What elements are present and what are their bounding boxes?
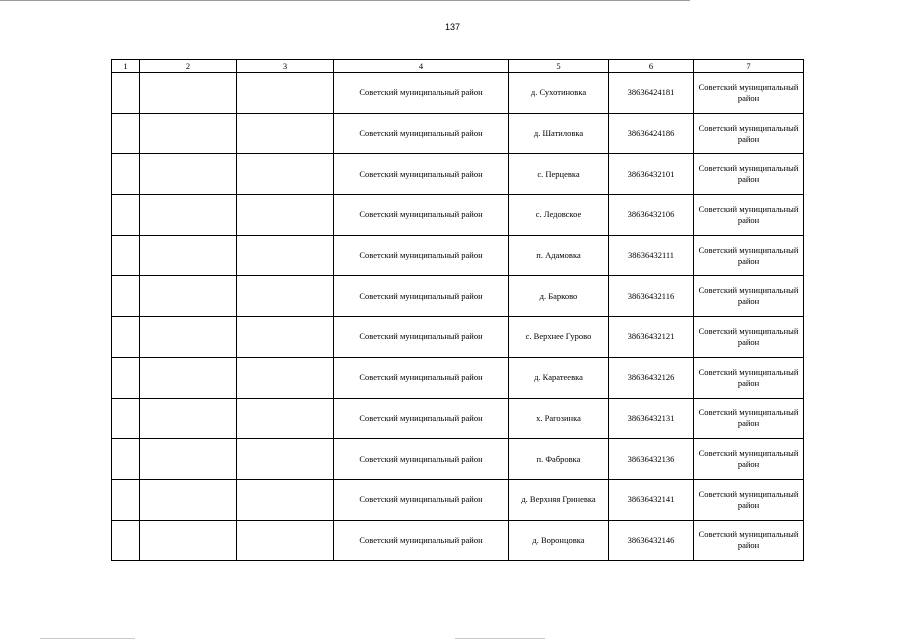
cell-settlement: х. Рагозинка xyxy=(509,398,609,439)
cell-municipality: Советский муниципальный район xyxy=(694,276,804,317)
cell-number xyxy=(112,276,140,317)
cell-district: Советский муниципальный район xyxy=(334,113,509,154)
cell-number xyxy=(112,235,140,276)
cell-oktmo-code: 38636432101 xyxy=(609,154,694,195)
cell-municipality: Советский муниципальный район xyxy=(694,398,804,439)
table-row xyxy=(112,520,804,561)
cell-oktmo-code: 38636424186 xyxy=(609,113,694,154)
cell-municipality: Советский муниципальный район xyxy=(694,195,804,236)
table-row xyxy=(112,276,804,317)
cell-col2 xyxy=(140,235,237,276)
cell-settlement: д. Верхняя Гриневка xyxy=(509,479,609,520)
column-header-1: 1 xyxy=(112,60,140,73)
table-row xyxy=(112,317,804,358)
cell-settlement: д. Каратеевка xyxy=(509,357,609,398)
page-number: 137 xyxy=(444,22,461,32)
cell-number xyxy=(112,357,140,398)
cell-oktmo-code: 38636432136 xyxy=(609,439,694,480)
cell-col2 xyxy=(140,195,237,236)
scan-mark-left xyxy=(40,638,135,639)
cell-settlement: д. Шатиловка xyxy=(509,113,609,154)
cell-district: Советский муниципальный район xyxy=(334,520,509,561)
column-header-5: 5 xyxy=(509,60,609,73)
cell-col3 xyxy=(237,276,334,317)
column-header-6: 6 xyxy=(609,60,694,73)
cell-col3 xyxy=(237,195,334,236)
cell-district: Советский муниципальный район xyxy=(334,195,509,236)
cell-col3 xyxy=(237,235,334,276)
cell-settlement: п. Адамовка xyxy=(509,235,609,276)
cell-municipality: Советский муниципальный район xyxy=(694,479,804,520)
cell-number xyxy=(112,154,140,195)
column-header-7: 7 xyxy=(694,60,804,73)
cell-settlement: д. Воронцовка xyxy=(509,520,609,561)
cell-col2 xyxy=(140,479,237,520)
top-rule xyxy=(0,0,690,1)
cell-col3 xyxy=(237,317,334,358)
cell-municipality: Советский муниципальный район xyxy=(694,520,804,561)
cell-number xyxy=(112,520,140,561)
cell-municipality: Советский муниципальный район xyxy=(694,154,804,195)
cell-col2 xyxy=(140,357,237,398)
cell-oktmo-code: 38636432146 xyxy=(609,520,694,561)
cell-municipality: Советский муниципальный район xyxy=(694,439,804,480)
table-row xyxy=(112,357,804,398)
cell-district: Советский муниципальный район xyxy=(334,154,509,195)
cell-district: Советский муниципальный район xyxy=(334,398,509,439)
cell-settlement: п. Фабровка xyxy=(509,439,609,480)
table-body xyxy=(112,73,804,561)
cell-oktmo-code: 38636432106 xyxy=(609,195,694,236)
cell-district: Советский муниципальный район xyxy=(334,235,509,276)
cell-col2 xyxy=(140,520,237,561)
cell-settlement: с. Ледовское xyxy=(509,195,609,236)
cell-district: Советский муниципальный район xyxy=(334,479,509,520)
table-row xyxy=(112,154,804,195)
cell-number xyxy=(112,398,140,439)
cell-oktmo-code: 38636432131 xyxy=(609,398,694,439)
column-header-2: 2 xyxy=(140,60,237,73)
cell-municipality: Советский муниципальный район xyxy=(694,317,804,358)
cell-col3 xyxy=(237,439,334,480)
cell-settlement: с. Перцевка xyxy=(509,154,609,195)
cell-number xyxy=(112,195,140,236)
table-row xyxy=(112,73,804,114)
column-header-3: 3 xyxy=(237,60,334,73)
scan-mark-center xyxy=(455,638,545,639)
cell-district: Советский муниципальный район xyxy=(334,357,509,398)
cell-district: Советский муниципальный район xyxy=(334,73,509,114)
cell-col2 xyxy=(140,73,237,114)
cell-municipality: Советский муниципальный район xyxy=(694,357,804,398)
cell-col3 xyxy=(237,73,334,114)
table-row xyxy=(112,235,804,276)
cell-district: Советский муниципальный район xyxy=(334,439,509,480)
cell-municipality: Советский муниципальный район xyxy=(694,73,804,114)
cell-municipality: Советский муниципальный район xyxy=(694,113,804,154)
cell-number xyxy=(112,479,140,520)
cell-number xyxy=(112,317,140,358)
cell-col3 xyxy=(237,357,334,398)
cell-col2 xyxy=(140,439,237,480)
cell-settlement: д. Сухотиновка xyxy=(509,73,609,114)
table-row xyxy=(112,479,804,520)
cell-district: Советский муниципальный район xyxy=(334,276,509,317)
cell-oktmo-code: 38636432111 xyxy=(609,235,694,276)
cell-number xyxy=(112,439,140,480)
cell-col3 xyxy=(237,479,334,520)
cell-district: Советский муниципальный район xyxy=(334,317,509,358)
table-row xyxy=(112,113,804,154)
cell-col3 xyxy=(237,398,334,439)
cell-col3 xyxy=(237,154,334,195)
header-row xyxy=(112,60,804,73)
cell-oktmo-code: 38636432141 xyxy=(609,479,694,520)
cell-oktmo-code: 38636432116 xyxy=(609,276,694,317)
column-header-4: 4 xyxy=(334,60,509,73)
cell-number xyxy=(112,113,140,154)
table-row xyxy=(112,398,804,439)
table-row xyxy=(112,195,804,236)
cell-col2 xyxy=(140,154,237,195)
cell-col3 xyxy=(237,113,334,154)
table-header xyxy=(112,60,804,73)
cell-col2 xyxy=(140,113,237,154)
cell-col2 xyxy=(140,398,237,439)
cell-oktmo-code: 38636432121 xyxy=(609,317,694,358)
cell-municipality: Советский муниципальный район xyxy=(694,235,804,276)
cell-settlement: с. Верхнее Гурово xyxy=(509,317,609,358)
cell-col2 xyxy=(140,317,237,358)
cell-oktmo-code: 38636432126 xyxy=(609,357,694,398)
cell-col2 xyxy=(140,276,237,317)
table-row xyxy=(112,439,804,480)
cell-number xyxy=(112,73,140,114)
cell-oktmo-code: 38636424181 xyxy=(609,73,694,114)
register-table xyxy=(111,59,804,561)
cell-col3 xyxy=(237,520,334,561)
cell-settlement: д. Барково xyxy=(509,276,609,317)
